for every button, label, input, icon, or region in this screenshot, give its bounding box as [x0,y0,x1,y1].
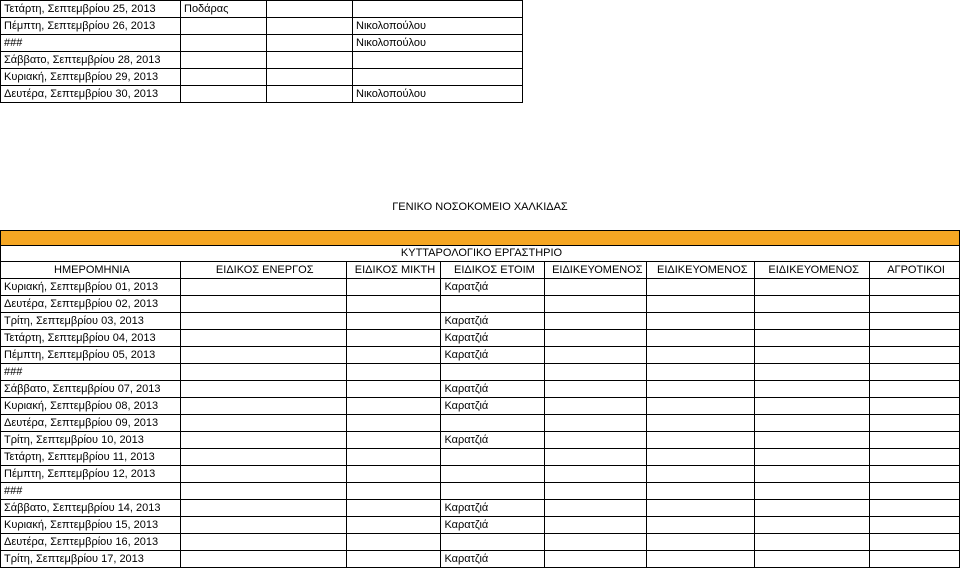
prev-row [1,69,523,86]
specialist-cell [441,534,545,551]
date-cell: Τετάρτη, Σεπτεμβρίου 04, 2013 [1,330,181,347]
empty-cell [647,398,755,415]
header-row [1,262,960,279]
column-header: ΕΙΔΙΚΟΣ ΜΙΚΤΗ [346,262,441,279]
table-row [1,483,960,500]
empty-cell [180,432,346,449]
specialist-cell: Καρατζιά [441,432,545,449]
empty-cell [647,347,755,364]
table-row [1,466,960,483]
specialist-cell: Καρατζιά [441,330,545,347]
table-row [1,398,960,415]
empty-cell [647,517,755,534]
table-row [1,432,960,449]
empty-cell [545,483,647,500]
empty-cell [870,466,960,483]
hospital-title: ΓΕΝΙΚΟ ΝΟΣΟΚΟΜΕΙΟ ΧΑΛΚΙΔΑΣ [392,201,568,213]
empty-cell [870,330,960,347]
empty-cell [545,313,647,330]
empty-cell [647,381,755,398]
table-row [1,279,960,296]
date-cell: Δευτέρα, Σεπτεμβρίου 09, 2013 [1,415,181,432]
empty-cell [647,449,755,466]
empty-cell [755,466,870,483]
empty-cell [870,296,960,313]
empty-cell [180,500,346,517]
specialist-cell: Νικολοπούλου [353,86,523,103]
empty-cell [346,330,441,347]
date-cell: Κυριακή, Σεπτεμβρίου 29, 2013 [1,69,181,86]
empty-cell [346,313,441,330]
specialist-cell [181,35,267,52]
specialist-cell [181,69,267,86]
column-header: ΕΙΔΙΚΕΥΟΜΕΝΟΣ [755,262,870,279]
specialist-cell: Καρατζιά [441,279,545,296]
specialist-cell: Καρατζιά [441,517,545,534]
date-cell: Τρίτη, Σεπτεμβρίου 10, 2013 [1,432,181,449]
table-row [1,364,960,381]
empty-cell [755,432,870,449]
lab-title-row [1,246,960,262]
previous-month-table [0,0,523,103]
date-cell: Σάββατο, Σεπτεμβρίου 14, 2013 [1,500,181,517]
empty-cell [180,313,346,330]
empty-cell [545,296,647,313]
empty-cell [870,415,960,432]
empty-cell [755,313,870,330]
table-row [1,313,960,330]
empty-cell [870,381,960,398]
date-cell: ### [1,364,181,381]
empty-cell [755,449,870,466]
empty-cell [755,500,870,517]
empty-cell [545,517,647,534]
empty-cell [180,415,346,432]
empty-cell [647,279,755,296]
empty-cell [346,534,441,551]
empty-cell [346,483,441,500]
empty-cell [346,381,441,398]
specialist-cell: Καρατζιά [441,500,545,517]
empty-cell [755,398,870,415]
empty-cell [346,398,441,415]
column-header: ΗΜΕΡΟΜΗΝΙΑ [1,262,181,279]
specialist-cell [181,52,267,69]
specialist-cell: Καρατζιά [441,381,545,398]
empty-cell [755,415,870,432]
empty-cell [545,500,647,517]
empty-cell [267,86,353,103]
empty-cell [755,483,870,500]
specialist-cell [441,483,545,500]
table-row [1,381,960,398]
schedule-table [0,230,960,568]
empty-cell [870,483,960,500]
empty-cell [180,534,346,551]
orange-band-row [1,231,960,246]
empty-cell [267,52,353,69]
date-cell: Κυριακή, Σεπτεμβρίου 01, 2013 [1,279,181,296]
specialist-cell: Ποδάρας [181,1,267,18]
empty-cell [346,500,441,517]
date-cell: Δευτέρα, Σεπτεμβρίου 16, 2013 [1,534,181,551]
empty-cell [545,279,647,296]
date-cell: Τρίτη, Σεπτεμβρίου 03, 2013 [1,313,181,330]
empty-cell [267,18,353,35]
empty-cell [346,466,441,483]
empty-cell [545,415,647,432]
date-cell: Τετάρτη, Σεπτεμβρίου 25, 2013 [1,1,181,18]
empty-cell [545,381,647,398]
empty-cell [870,398,960,415]
empty-cell [870,517,960,534]
empty-cell [545,449,647,466]
empty-cell [755,517,870,534]
date-cell: Δευτέρα, Σεπτεμβρίου 30, 2013 [1,86,181,103]
empty-cell [647,296,755,313]
date-cell: Σάββατο, Σεπτεμβρίου 28, 2013 [1,52,181,69]
empty-cell [180,279,346,296]
empty-cell [755,330,870,347]
empty-cell [870,279,960,296]
empty-cell [180,296,346,313]
specialist-cell [441,449,545,466]
empty-cell [180,466,346,483]
empty-cell [346,296,441,313]
lab-title: ΚΥΤΤΑΡΟΛΟΓΙΚΟ ΕΡΓΑΣΤΗΡΙΟ [1,246,960,262]
specialist-cell [441,364,545,381]
empty-cell [755,381,870,398]
table-row [1,534,960,551]
empty-cell [346,517,441,534]
empty-cell [870,449,960,466]
empty-cell [870,313,960,330]
empty-cell [870,347,960,364]
column-header: ΕΙΔΙΚΟΣ ΕΝΕΡΓΟΣ [180,262,346,279]
specialist-cell: Καρατζιά [441,313,545,330]
empty-cell [180,398,346,415]
empty-cell [647,364,755,381]
specialist-cell: Καρατζιά [441,347,545,364]
date-cell: Σάββατο, Σεπτεμβρίου 07, 2013 [1,381,181,398]
date-cell: Τρίτη, Σεπτεμβρίου 17, 2013 [1,551,181,568]
date-cell: Κυριακή, Σεπτεμβρίου 08, 2013 [1,398,181,415]
table-row [1,415,960,432]
empty-cell [180,483,346,500]
column-header: ΕΙΔΙΚΕΥΟΜΕΝΟΣ [545,262,647,279]
specialist-cell [353,52,523,69]
specialist-cell: Νικολοπούλου [353,35,523,52]
specialist-cell [353,69,523,86]
empty-cell [346,449,441,466]
empty-cell [870,500,960,517]
table-row [1,330,960,347]
empty-cell [545,330,647,347]
empty-cell [545,398,647,415]
empty-cell [346,279,441,296]
date-cell: Κυριακή, Σεπτεμβρίου 15, 2013 [1,517,181,534]
date-cell: Δευτέρα, Σεπτεμβρίου 02, 2013 [1,296,181,313]
prev-row [1,35,523,52]
date-cell: Πέμπτη, Σεπτεμβρίου 05, 2013 [1,347,181,364]
empty-cell [870,364,960,381]
empty-cell [755,364,870,381]
empty-cell [346,432,441,449]
empty-cell [755,347,870,364]
empty-cell [755,534,870,551]
empty-cell [647,432,755,449]
empty-cell [346,415,441,432]
prev-row [1,86,523,103]
date-cell: Τετάρτη, Σεπτεμβρίου 11, 2013 [1,449,181,466]
specialist-cell [181,86,267,103]
empty-cell [870,432,960,449]
column-header: ΑΓΡΟΤΙΚΟΙ [870,262,960,279]
empty-cell [180,330,346,347]
empty-cell [647,500,755,517]
empty-cell [346,347,441,364]
table-row [1,347,960,364]
empty-cell [180,364,346,381]
empty-cell [755,296,870,313]
table-row [1,296,960,313]
empty-cell [647,415,755,432]
date-cell: Πέμπτη, Σεπτεμβρίου 26, 2013 [1,18,181,35]
column-header: ΕΙΔΙΚΕΥΟΜΕΝΟΣ [647,262,755,279]
specialist-cell: Νικολοπούλου [353,18,523,35]
specialist-cell [441,466,545,483]
empty-cell [267,1,353,18]
specialist-cell [441,415,545,432]
date-cell: ### [1,483,181,500]
empty-cell [267,69,353,86]
empty-cell [647,330,755,347]
column-header: ΕΙΔΙΚΟΣ ΕΤΟΙΜ [441,262,545,279]
prev-row [1,18,523,35]
empty-cell [647,483,755,500]
empty-cell [180,449,346,466]
empty-cell [545,534,647,551]
prev-row [1,52,523,69]
specialist-cell [181,18,267,35]
empty-cell [870,534,960,551]
specialist-cell: Καρατζιά [441,551,545,568]
empty-cell [647,313,755,330]
empty-cell [755,279,870,296]
empty-cell [180,517,346,534]
table-row [1,500,960,517]
empty-cell [647,534,755,551]
empty-cell [545,364,647,381]
specialist-cell [353,1,523,18]
specialist-cell: Καρατζιά [441,398,545,415]
empty-cell [545,466,647,483]
date-cell: ### [1,35,181,52]
date-cell: Πέμπτη, Σεπτεμβρίου 12, 2013 [1,466,181,483]
table-row [1,517,960,534]
table-row [1,449,960,466]
empty-cell [545,432,647,449]
empty-cell [545,347,647,364]
empty-cell [647,466,755,483]
empty-cell [180,381,346,398]
prev-row [1,1,523,18]
empty-cell [267,35,353,52]
empty-cell [180,347,346,364]
specialist-cell [441,296,545,313]
empty-cell [346,364,441,381]
orange-band-cell [1,231,960,246]
